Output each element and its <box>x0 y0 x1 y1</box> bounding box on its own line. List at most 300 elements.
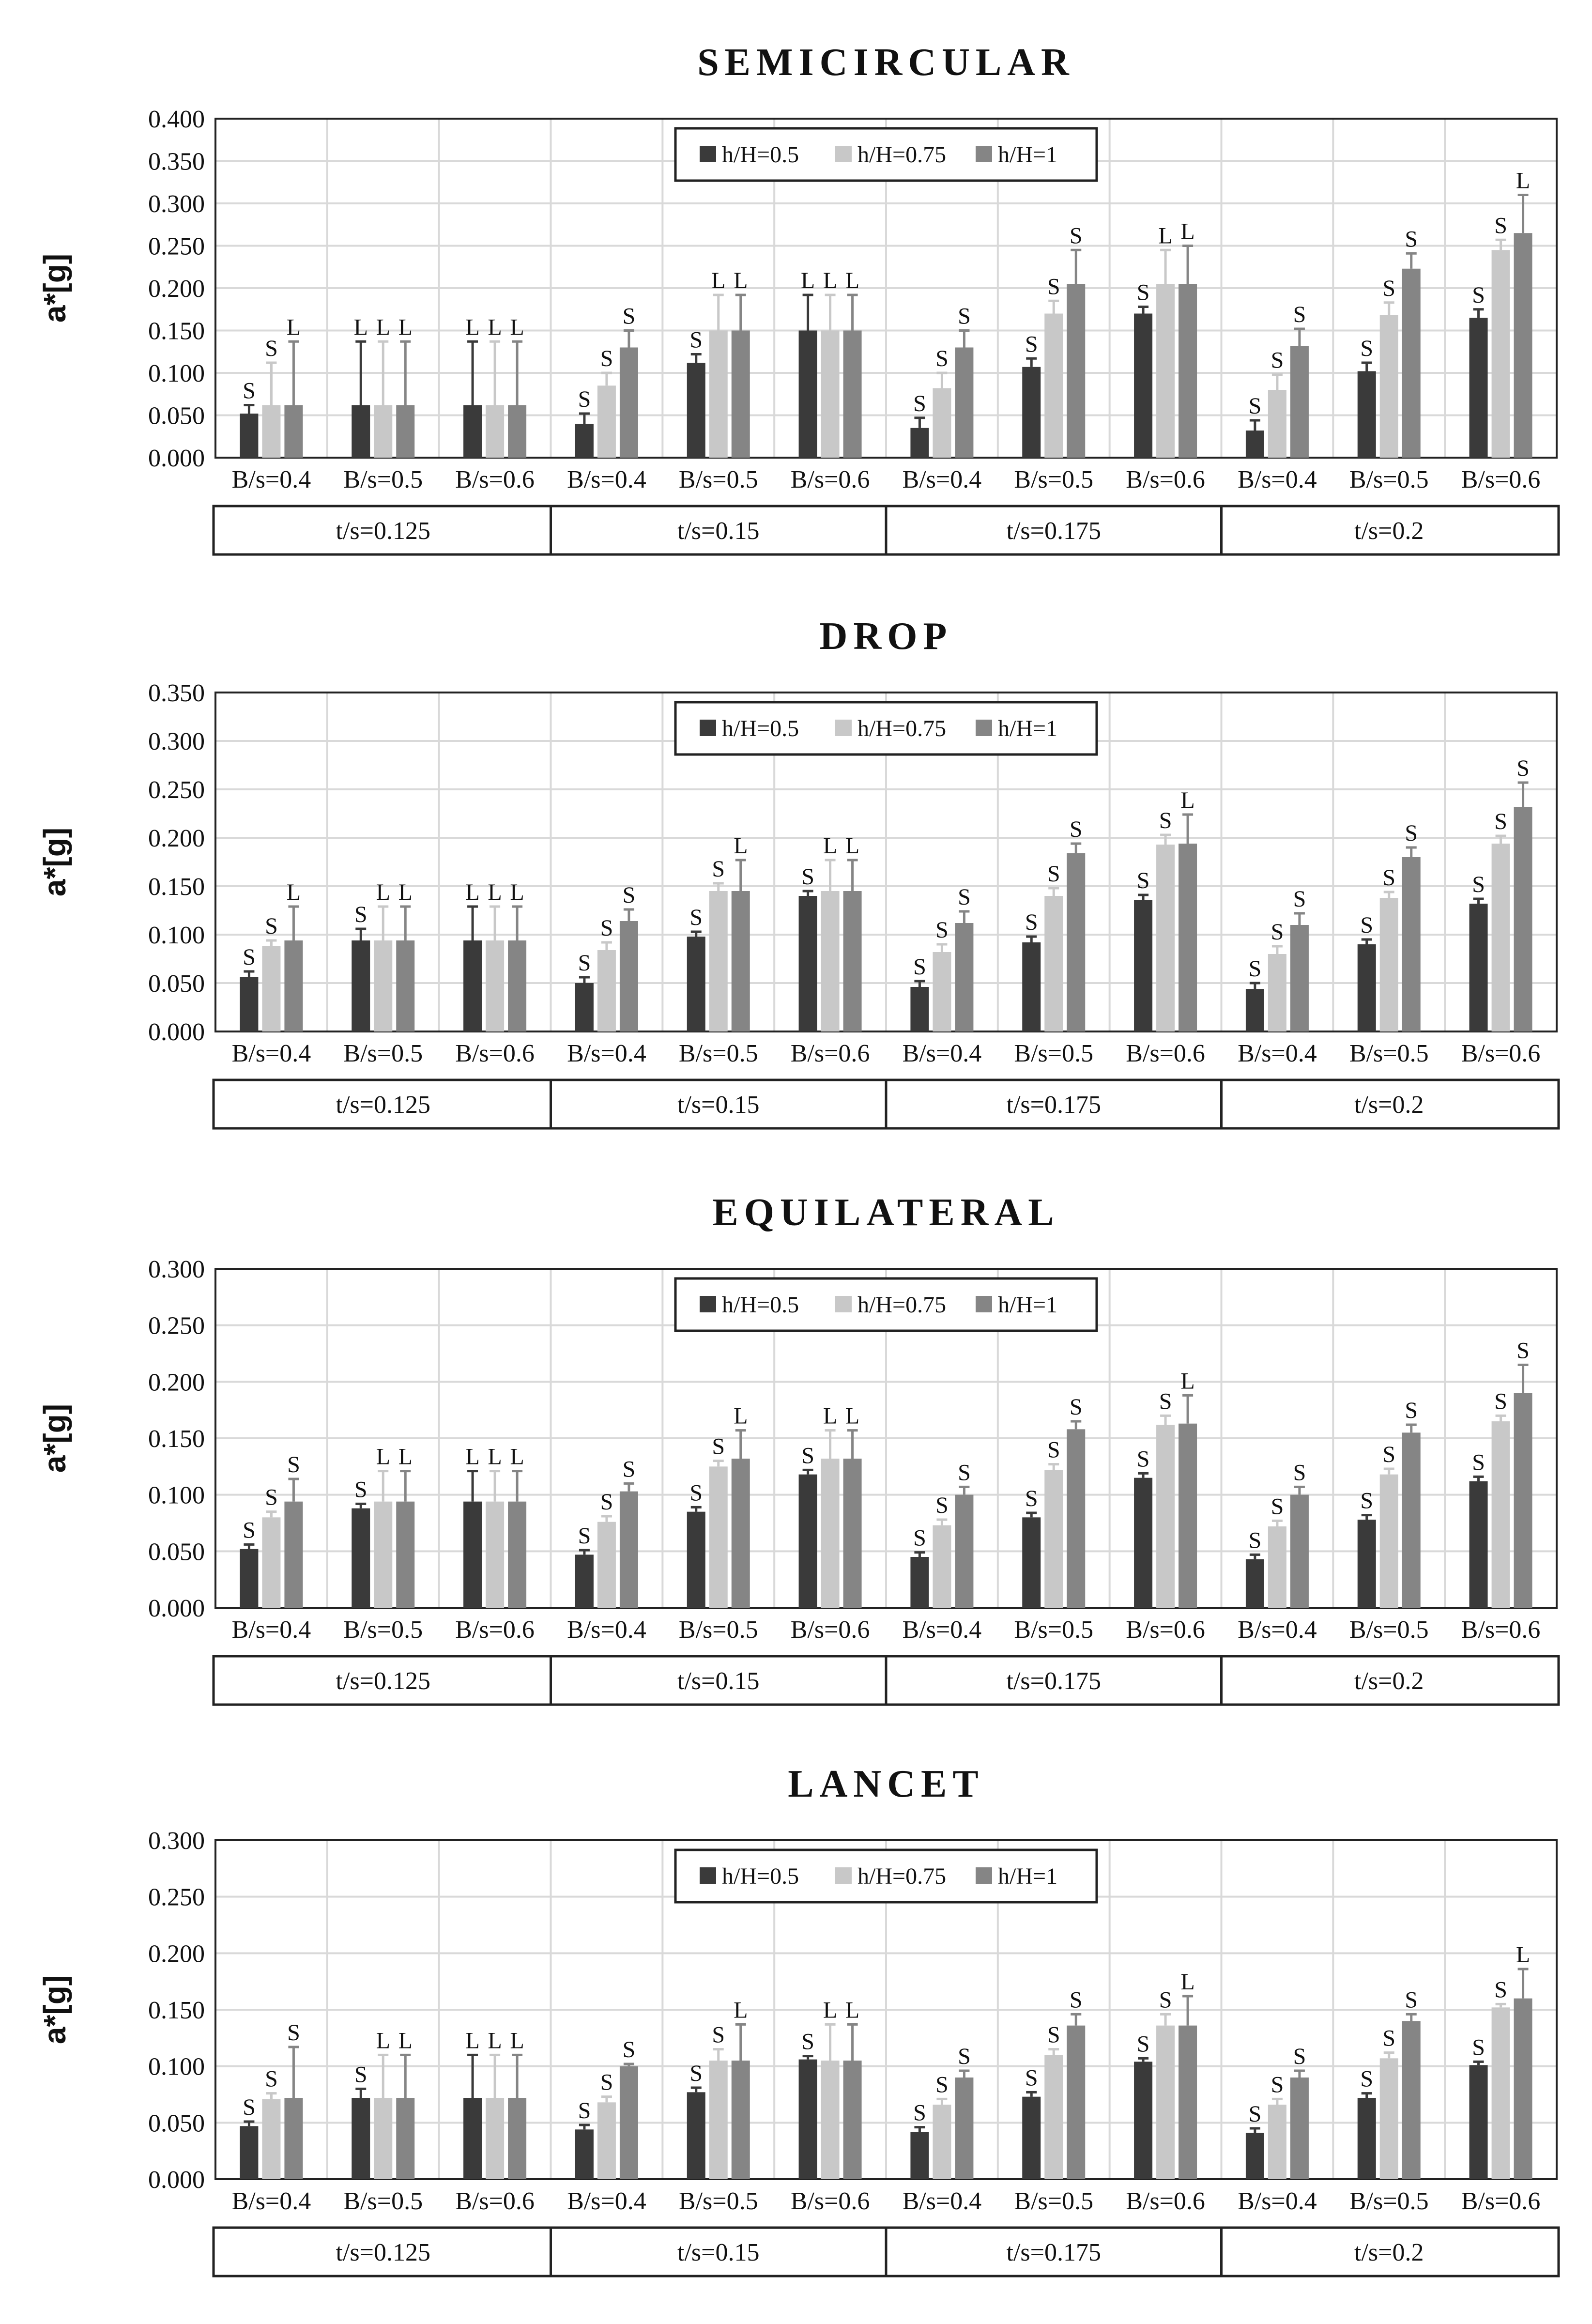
bar-annotation-label: L <box>488 879 502 905</box>
bar-annotation-label: L <box>734 268 748 293</box>
bar-annotation-label: S <box>1047 274 1060 300</box>
x-tick-label: B/s=0.5 <box>1014 2187 1094 2215</box>
legend-entry-label: h/H=1 <box>998 142 1058 168</box>
x-tick-label: B/s=0.4 <box>902 1616 982 1644</box>
x-tick-label: B/s=0.6 <box>1461 1616 1541 1644</box>
bar-h-h-0-5 <box>240 414 258 458</box>
bar-h-h-0-5 <box>1246 989 1264 1031</box>
y-tick-label: 0.050 <box>148 2109 205 2138</box>
x-tick-label: B/s=0.4 <box>1238 1040 1317 1067</box>
bar-h-h-0-75 <box>1044 1470 1063 1608</box>
bar-annotation-label: S <box>1136 2031 1150 2057</box>
group-label: t/s=0.125 <box>336 2239 430 2266</box>
bar-h-h-1 <box>843 1459 862 1608</box>
bar-h-h-0-75 <box>933 1525 951 1608</box>
bar-h-h-0-75 <box>1156 1425 1175 1608</box>
bar-annotation-label: S <box>622 2037 636 2062</box>
legend-entry-label: h/H=1 <box>998 716 1058 741</box>
bar-h-h-0-5 <box>687 363 705 458</box>
x-tick-label: B/s=0.6 <box>790 466 870 493</box>
bar-annotation-label: S <box>935 346 949 371</box>
group-label: t/s=0.175 <box>1006 1091 1101 1119</box>
bar-annotation-label: S <box>600 915 613 941</box>
y-tick-label: 0.350 <box>148 148 205 176</box>
bar-annotation-label: S <box>1047 2022 1060 2048</box>
bar-h-h-0-5 <box>799 331 817 458</box>
bar-annotation-label: S <box>1360 2066 1374 2092</box>
x-tick-label: B/s=0.6 <box>455 466 535 493</box>
bar-h-h-0-75 <box>1268 954 1286 1031</box>
bar-h-h-0-75 <box>1492 844 1510 1031</box>
bar-annotation-label: L <box>1180 1368 1195 1394</box>
bar-annotation-label: L <box>398 314 413 340</box>
x-tick-label: B/s=0.5 <box>343 1616 423 1644</box>
bar-annotation-label: S <box>689 2061 703 2086</box>
legend-entry-label: h/H=0.5 <box>722 716 799 741</box>
bar-h-h-0-75 <box>933 388 951 458</box>
y-tick-label: 0.100 <box>148 2053 205 2081</box>
x-tick-label: B/s=0.6 <box>790 2187 870 2215</box>
x-tick-label: B/s=0.5 <box>1349 1616 1429 1644</box>
bar-h-h-0-5 <box>1246 431 1264 458</box>
bar-h-h-0-75 <box>821 891 840 1031</box>
bar-h-h-0-5 <box>1022 1517 1041 1608</box>
x-tick-label: B/s=0.5 <box>678 2187 758 2215</box>
chart-title: LANCET <box>788 1763 984 1805</box>
bar-h-h-0-5 <box>1470 2065 1488 2179</box>
y-tick-label: 0.150 <box>148 1425 205 1453</box>
bar-h-h-0-5 <box>1358 1520 1376 1608</box>
x-tick-label: B/s=0.4 <box>567 466 646 493</box>
bar-h-h-0-75 <box>262 946 280 1031</box>
bar-h-h-0-5 <box>687 2092 705 2179</box>
x-tick-label: B/s=0.5 <box>678 1040 758 1067</box>
bar-annotation-label: L <box>488 314 502 340</box>
group-label: t/s=0.175 <box>1006 517 1101 545</box>
bar-annotation-label: S <box>1382 275 1396 301</box>
bar-h-h-0-75 <box>486 2098 504 2179</box>
bar-h-h-1 <box>955 348 973 458</box>
bar-h-h-1 <box>955 2078 973 2179</box>
bar-annotation-label: L <box>823 833 838 859</box>
bar-annotation-label: L <box>800 268 815 293</box>
bar-h-h-0-75 <box>262 2099 280 2179</box>
bar-h-h-0-5 <box>910 1557 929 1608</box>
bar-annotation-label: S <box>622 1456 636 1482</box>
bar-annotation-label: S <box>1293 886 1306 912</box>
bar-annotation-label: S <box>1405 820 1418 846</box>
bar-annotation-label: L <box>465 879 480 905</box>
bar-annotation-label: S <box>1025 331 1038 357</box>
bar-h-h-0-75 <box>1492 2007 1510 2179</box>
bar-h-h-0-75 <box>933 952 951 1031</box>
bar-h-h-0-75 <box>597 2102 616 2179</box>
bar-annotation-label: S <box>801 1443 814 1469</box>
bar-h-h-0-5 <box>799 1475 817 1608</box>
bar-annotation-label: S <box>1136 868 1150 893</box>
bar-annotation-label: S <box>1382 2025 1396 2051</box>
bar-annotation-label: L <box>734 1997 748 2023</box>
bar-h-h-0-5 <box>910 428 929 458</box>
bar-annotation-label: L <box>510 879 524 905</box>
y-axis-label: a*[g] <box>37 1403 72 1473</box>
bar-h-h-1 <box>1067 284 1085 458</box>
y-tick-label: 0.050 <box>148 402 205 430</box>
bar-annotation-label: L <box>823 1403 838 1429</box>
bar-annotation-label: S <box>1136 1446 1150 1472</box>
x-tick-label: B/s=0.4 <box>902 466 982 493</box>
bar-h-h-1 <box>732 891 750 1031</box>
y-tick-label: 0.000 <box>148 445 205 472</box>
bar-h-h-0-75 <box>709 1466 728 1608</box>
bar-annotation-label: S <box>265 1484 278 1510</box>
bar-h-h-0-5 <box>463 405 482 458</box>
legend <box>675 1278 1097 1331</box>
y-tick-label: 0.100 <box>148 360 205 387</box>
bar-annotation-label: S <box>1494 809 1507 834</box>
bar-h-h-1 <box>620 1492 638 1608</box>
y-tick-label: 0.350 <box>148 679 205 707</box>
bar-annotation-label: S <box>1360 912 1374 938</box>
bar-h-h-0-75 <box>1268 390 1286 458</box>
y-tick-label: 0.300 <box>148 1827 205 1855</box>
bar-annotation-label: S <box>1069 1987 1083 2013</box>
y-tick-label: 0.150 <box>148 873 205 901</box>
bar-annotation-label: S <box>1025 1486 1038 1511</box>
bar-h-h-1 <box>1290 1495 1309 1608</box>
bar-annotation-label: S <box>243 944 256 970</box>
x-tick-label: B/s=0.4 <box>231 466 311 493</box>
bar-h-h-0-75 <box>709 331 728 458</box>
bar-annotation-label: L <box>510 314 524 340</box>
bar-h-h-1 <box>396 405 414 458</box>
bar-annotation-label: S <box>600 2069 613 2095</box>
legend-swatch <box>835 1296 852 1312</box>
bar-h-h-0-5 <box>463 1502 482 1608</box>
bar-annotation-label: S <box>1047 861 1060 887</box>
bar-h-h-0-75 <box>486 1502 504 1608</box>
bar-h-h-0-5 <box>687 1512 705 1608</box>
y-tick-label: 0.100 <box>148 922 205 949</box>
bar-h-h-0-5 <box>1470 904 1488 1031</box>
bar-annotation-label: S <box>578 1523 591 1549</box>
bar-annotation-label: L <box>376 314 390 340</box>
bar-h-h-1 <box>732 2061 750 2179</box>
bar-annotation-label: S <box>712 1433 725 1460</box>
bar-h-h-0-75 <box>709 891 728 1031</box>
bar-annotation-label: S <box>1405 226 1418 252</box>
bar-h-h-1 <box>620 921 638 1031</box>
bar-annotation-label: S <box>578 386 591 412</box>
group-label: t/s=0.2 <box>1354 517 1424 545</box>
bar-annotation-label: L <box>1180 1969 1195 1995</box>
x-tick-label: B/s=0.4 <box>1238 1616 1317 1644</box>
bar-h-h-1 <box>1290 925 1309 1031</box>
x-tick-label: B/s=0.4 <box>567 1616 646 1644</box>
bar-annotation-label: S <box>935 917 949 943</box>
bar-h-h-0-5 <box>1134 1478 1152 1608</box>
x-tick-label: B/s=0.6 <box>455 2187 535 2215</box>
bar-annotation-label: L <box>465 1444 480 1470</box>
bar-h-h-0-5 <box>1470 1481 1488 1608</box>
bar-annotation-label: S <box>712 2022 725 2048</box>
bar-h-h-0-5 <box>1358 2098 1376 2179</box>
bar-h-h-1 <box>508 2098 526 2179</box>
bar-annotation-label: L <box>510 2028 524 2054</box>
legend-entry-label: h/H=0.5 <box>722 1863 799 1889</box>
bar-annotation-label: L <box>488 2028 502 2054</box>
bar-annotation-label: S <box>354 1477 367 1503</box>
bar-h-h-1 <box>396 1502 414 1608</box>
legend-swatch <box>976 720 992 736</box>
y-tick-label: 0.250 <box>148 1312 205 1340</box>
group-label: t/s=0.15 <box>677 1091 760 1119</box>
y-tick-label: 0.300 <box>148 1256 205 1283</box>
chart-panel-lancet <box>37 1763 1559 2276</box>
y-tick-label: 0.150 <box>148 317 205 345</box>
bar-h-h-1 <box>1514 233 1532 458</box>
bar-annotation-label: S <box>1069 223 1083 249</box>
bar-annotation-label: L <box>465 314 480 340</box>
y-tick-label: 0.150 <box>148 1997 205 2024</box>
bar-h-h-0-75 <box>821 2061 840 2179</box>
bar-h-h-1 <box>1067 853 1085 1031</box>
bar-annotation-label: L <box>286 879 301 905</box>
bar-annotation-label: S <box>1159 1987 1172 2013</box>
bar-annotation-label: L <box>398 879 413 905</box>
bar-h-h-0-5 <box>1022 2097 1041 2179</box>
x-tick-label: B/s=0.4 <box>902 1040 982 1067</box>
y-tick-label: 0.300 <box>148 728 205 755</box>
bar-annotation-label: S <box>600 346 613 371</box>
legend-swatch <box>700 1296 716 1312</box>
bar-h-h-1 <box>508 1502 526 1608</box>
legend <box>675 128 1097 181</box>
bar-h-h-0-5 <box>1358 371 1376 458</box>
bar-h-h-0-75 <box>1156 2026 1175 2179</box>
bar-h-h-1 <box>396 2098 414 2179</box>
bar-h-h-0-75 <box>709 2061 728 2179</box>
x-tick-label: B/s=0.4 <box>567 1040 646 1067</box>
bar-h-h-1 <box>732 331 750 458</box>
y-tick-label: 0.100 <box>148 1481 205 1509</box>
bar-annotation-label: S <box>1271 1493 1284 1520</box>
x-tick-label: B/s=0.4 <box>231 1616 311 1644</box>
bar-h-h-0-5 <box>1134 2062 1152 2179</box>
bar-h-h-1 <box>1514 1999 1532 2179</box>
bar-annotation-label: S <box>243 2094 256 2120</box>
bar-h-h-0-75 <box>1492 250 1510 458</box>
bar-annotation-label: S <box>1248 1527 1262 1554</box>
group-label: t/s=0.2 <box>1354 2239 1424 2266</box>
bar-h-h-0-5 <box>799 2060 817 2179</box>
bar-annotation-label: S <box>1248 956 1262 982</box>
bar-annotation-label: L <box>1515 168 1531 194</box>
bar-h-h-0-75 <box>1156 845 1175 1031</box>
bar-annotation-label: S <box>287 1452 300 1478</box>
legend-entry-label: h/H=0.75 <box>857 1292 947 1318</box>
bar-h-h-0-5 <box>463 2098 482 2179</box>
bar-annotation-label: S <box>1159 1388 1172 1415</box>
x-tick-label: B/s=0.4 <box>567 2187 646 2215</box>
x-tick-label: B/s=0.6 <box>1461 466 1541 493</box>
bar-h-h-1 <box>284 405 303 458</box>
x-tick-label: B/s=0.4 <box>1238 2187 1317 2215</box>
bar-h-h-0-5 <box>352 940 370 1031</box>
x-tick-label: B/s=0.5 <box>1349 466 1429 493</box>
bar-h-h-0-75 <box>374 2098 392 2179</box>
bar-annotation-label: S <box>265 913 278 939</box>
bar-h-h-0-5 <box>1022 367 1041 458</box>
legend-entry-label: h/H=1 <box>998 1863 1058 1889</box>
bar-h-h-0-5 <box>575 424 594 458</box>
bar-h-h-0-75 <box>1268 2105 1286 2179</box>
bar-h-h-0-75 <box>1268 1526 1286 1608</box>
x-tick-label: B/s=0.4 <box>1238 466 1317 493</box>
legend <box>675 702 1097 754</box>
bar-annotation-label: L <box>711 268 726 293</box>
bar-h-h-1 <box>1402 2021 1421 2179</box>
y-axis-label: a*[g] <box>37 827 72 897</box>
bar-h-h-0-75 <box>597 1522 616 1608</box>
bar-annotation-label: L <box>376 2028 390 2054</box>
chart-panel-equilateral <box>37 1191 1559 1705</box>
bar-annotation-label: S <box>1025 2065 1038 2091</box>
chart-title: SEMICIRCULAR <box>697 41 1075 84</box>
bar-h-h-0-75 <box>1380 898 1398 1031</box>
bar-h-h-1 <box>843 891 862 1031</box>
y-tick-label: 0.200 <box>148 825 205 852</box>
x-tick-label: B/s=0.5 <box>678 1616 758 1644</box>
bar-annotation-label: S <box>1360 1488 1374 1514</box>
bar-h-h-1 <box>508 940 526 1031</box>
chart-panel-semicircular <box>37 41 1559 554</box>
bar-annotation-label: S <box>354 2062 367 2088</box>
y-axis-label: a*[g] <box>37 1975 72 2045</box>
bar-h-h-1 <box>843 331 862 458</box>
x-tick-label: B/s=0.6 <box>455 1616 535 1644</box>
x-tick-label: B/s=0.5 <box>1349 2187 1429 2215</box>
bar-h-h-0-5 <box>1246 1559 1264 1608</box>
bar-annotation-label: S <box>600 1489 613 1515</box>
bar-h-h-0-75 <box>933 2105 951 2179</box>
bar-h-h-0-75 <box>1492 1421 1510 1608</box>
bar-annotation-label: S <box>578 950 591 976</box>
legend-swatch <box>976 1867 992 1884</box>
x-tick-label: B/s=0.6 <box>1126 466 1205 493</box>
bar-h-h-1 <box>284 940 303 1031</box>
y-tick-label: 0.000 <box>148 2166 205 2194</box>
x-tick-label: B/s=0.6 <box>1461 1040 1541 1067</box>
bar-h-h-0-5 <box>910 987 929 1031</box>
x-tick-label: B/s=0.5 <box>1014 1040 1094 1067</box>
bar-annotation-label: S <box>801 864 814 890</box>
bar-annotation-label: S <box>913 390 926 416</box>
y-tick-label: 0.250 <box>148 1883 205 1911</box>
group-label: t/s=0.15 <box>677 517 760 545</box>
bar-h-h-0-75 <box>486 940 504 1031</box>
legend-entry-label: h/H=0.5 <box>722 1292 799 1318</box>
bar-annotation-label: L <box>1180 218 1195 245</box>
bar-annotation-label: S <box>1494 213 1507 239</box>
bar-annotation-label: S <box>958 1460 971 1486</box>
bar-annotation-label: L <box>398 2028 413 2054</box>
bar-annotation-label: S <box>1405 1398 1418 1423</box>
bar-h-h-0-5 <box>910 2132 929 2179</box>
bar-annotation-label: S <box>935 1493 949 1518</box>
bar-h-h-0-5 <box>799 896 817 1031</box>
legend-swatch <box>976 1296 992 1312</box>
bar-annotation-label: L <box>1515 1942 1531 1968</box>
bar-annotation-label: S <box>1494 1388 1507 1415</box>
bar-annotation-label: S <box>1069 816 1083 842</box>
bar-h-h-1 <box>1514 807 1532 1031</box>
bar-h-h-0-5 <box>1022 942 1041 1031</box>
bar-annotation-label: S <box>1271 2072 1284 2098</box>
bar-h-h-1 <box>1179 284 1197 458</box>
bar-annotation-label: L <box>1180 787 1195 813</box>
bar-annotation-label: S <box>1472 282 1485 308</box>
bar-h-h-0-5 <box>240 1549 258 1608</box>
bar-h-h-0-75 <box>486 405 504 458</box>
legend-entry-label: h/H=0.75 <box>857 716 947 741</box>
bar-h-h-1 <box>284 1502 303 1608</box>
bar-h-h-0-75 <box>1380 2058 1398 2179</box>
group-label: t/s=0.175 <box>1006 2239 1101 2266</box>
bar-annotation-label: L <box>845 833 860 859</box>
bar-h-h-0-5 <box>1470 318 1488 458</box>
bar-annotation-label: L <box>845 1403 860 1429</box>
x-tick-label: B/s=0.5 <box>678 466 758 493</box>
bar-annotation-label: S <box>243 378 256 404</box>
bar-h-h-0-75 <box>597 950 616 1031</box>
bar-h-h-1 <box>1514 1393 1532 1608</box>
legend-swatch <box>835 146 852 162</box>
bar-h-h-1 <box>1179 2026 1197 2179</box>
chart-title: EQUILATERAL <box>712 1191 1060 1234</box>
bar-h-h-1 <box>396 940 414 1031</box>
bar-annotation-label: L <box>398 1444 413 1470</box>
bar-annotation-label: S <box>1293 302 1306 327</box>
bar-h-h-0-75 <box>1156 284 1175 458</box>
x-tick-label: B/s=0.5 <box>1349 1040 1429 1067</box>
bar-h-h-0-75 <box>1044 314 1063 458</box>
bar-h-h-0-5 <box>575 1554 594 1608</box>
y-tick-label: 0.000 <box>148 1595 205 1622</box>
group-label: t/s=0.15 <box>677 1667 760 1695</box>
bar-annotation-label: S <box>287 2020 300 2046</box>
chart-panel-drop <box>37 615 1559 1128</box>
legend-entry-label: h/H=1 <box>998 1292 1058 1318</box>
bar-h-h-0-5 <box>1134 900 1152 1031</box>
bar-annotation-label: S <box>712 856 725 882</box>
group-label: t/s=0.125 <box>336 1091 430 1119</box>
group-label: t/s=0.15 <box>677 2239 760 2266</box>
bar-annotation-label: L <box>376 879 390 905</box>
bar-annotation-label: S <box>265 2066 278 2092</box>
bar-h-h-0-5 <box>240 977 258 1031</box>
bar-h-h-1 <box>1179 1424 1197 1608</box>
bar-h-h-0-75 <box>821 331 840 458</box>
x-tick-label: B/s=0.5 <box>1014 466 1094 493</box>
x-tick-label: B/s=0.6 <box>1126 1040 1205 1067</box>
bar-h-h-1 <box>732 1459 750 1608</box>
bar-annotation-label: S <box>958 884 971 910</box>
bar-h-h-0-75 <box>821 1459 840 1608</box>
bar-h-h-0-5 <box>575 2129 594 2179</box>
bar-h-h-0-5 <box>575 983 594 1031</box>
bar-annotation-label: L <box>376 1444 390 1470</box>
